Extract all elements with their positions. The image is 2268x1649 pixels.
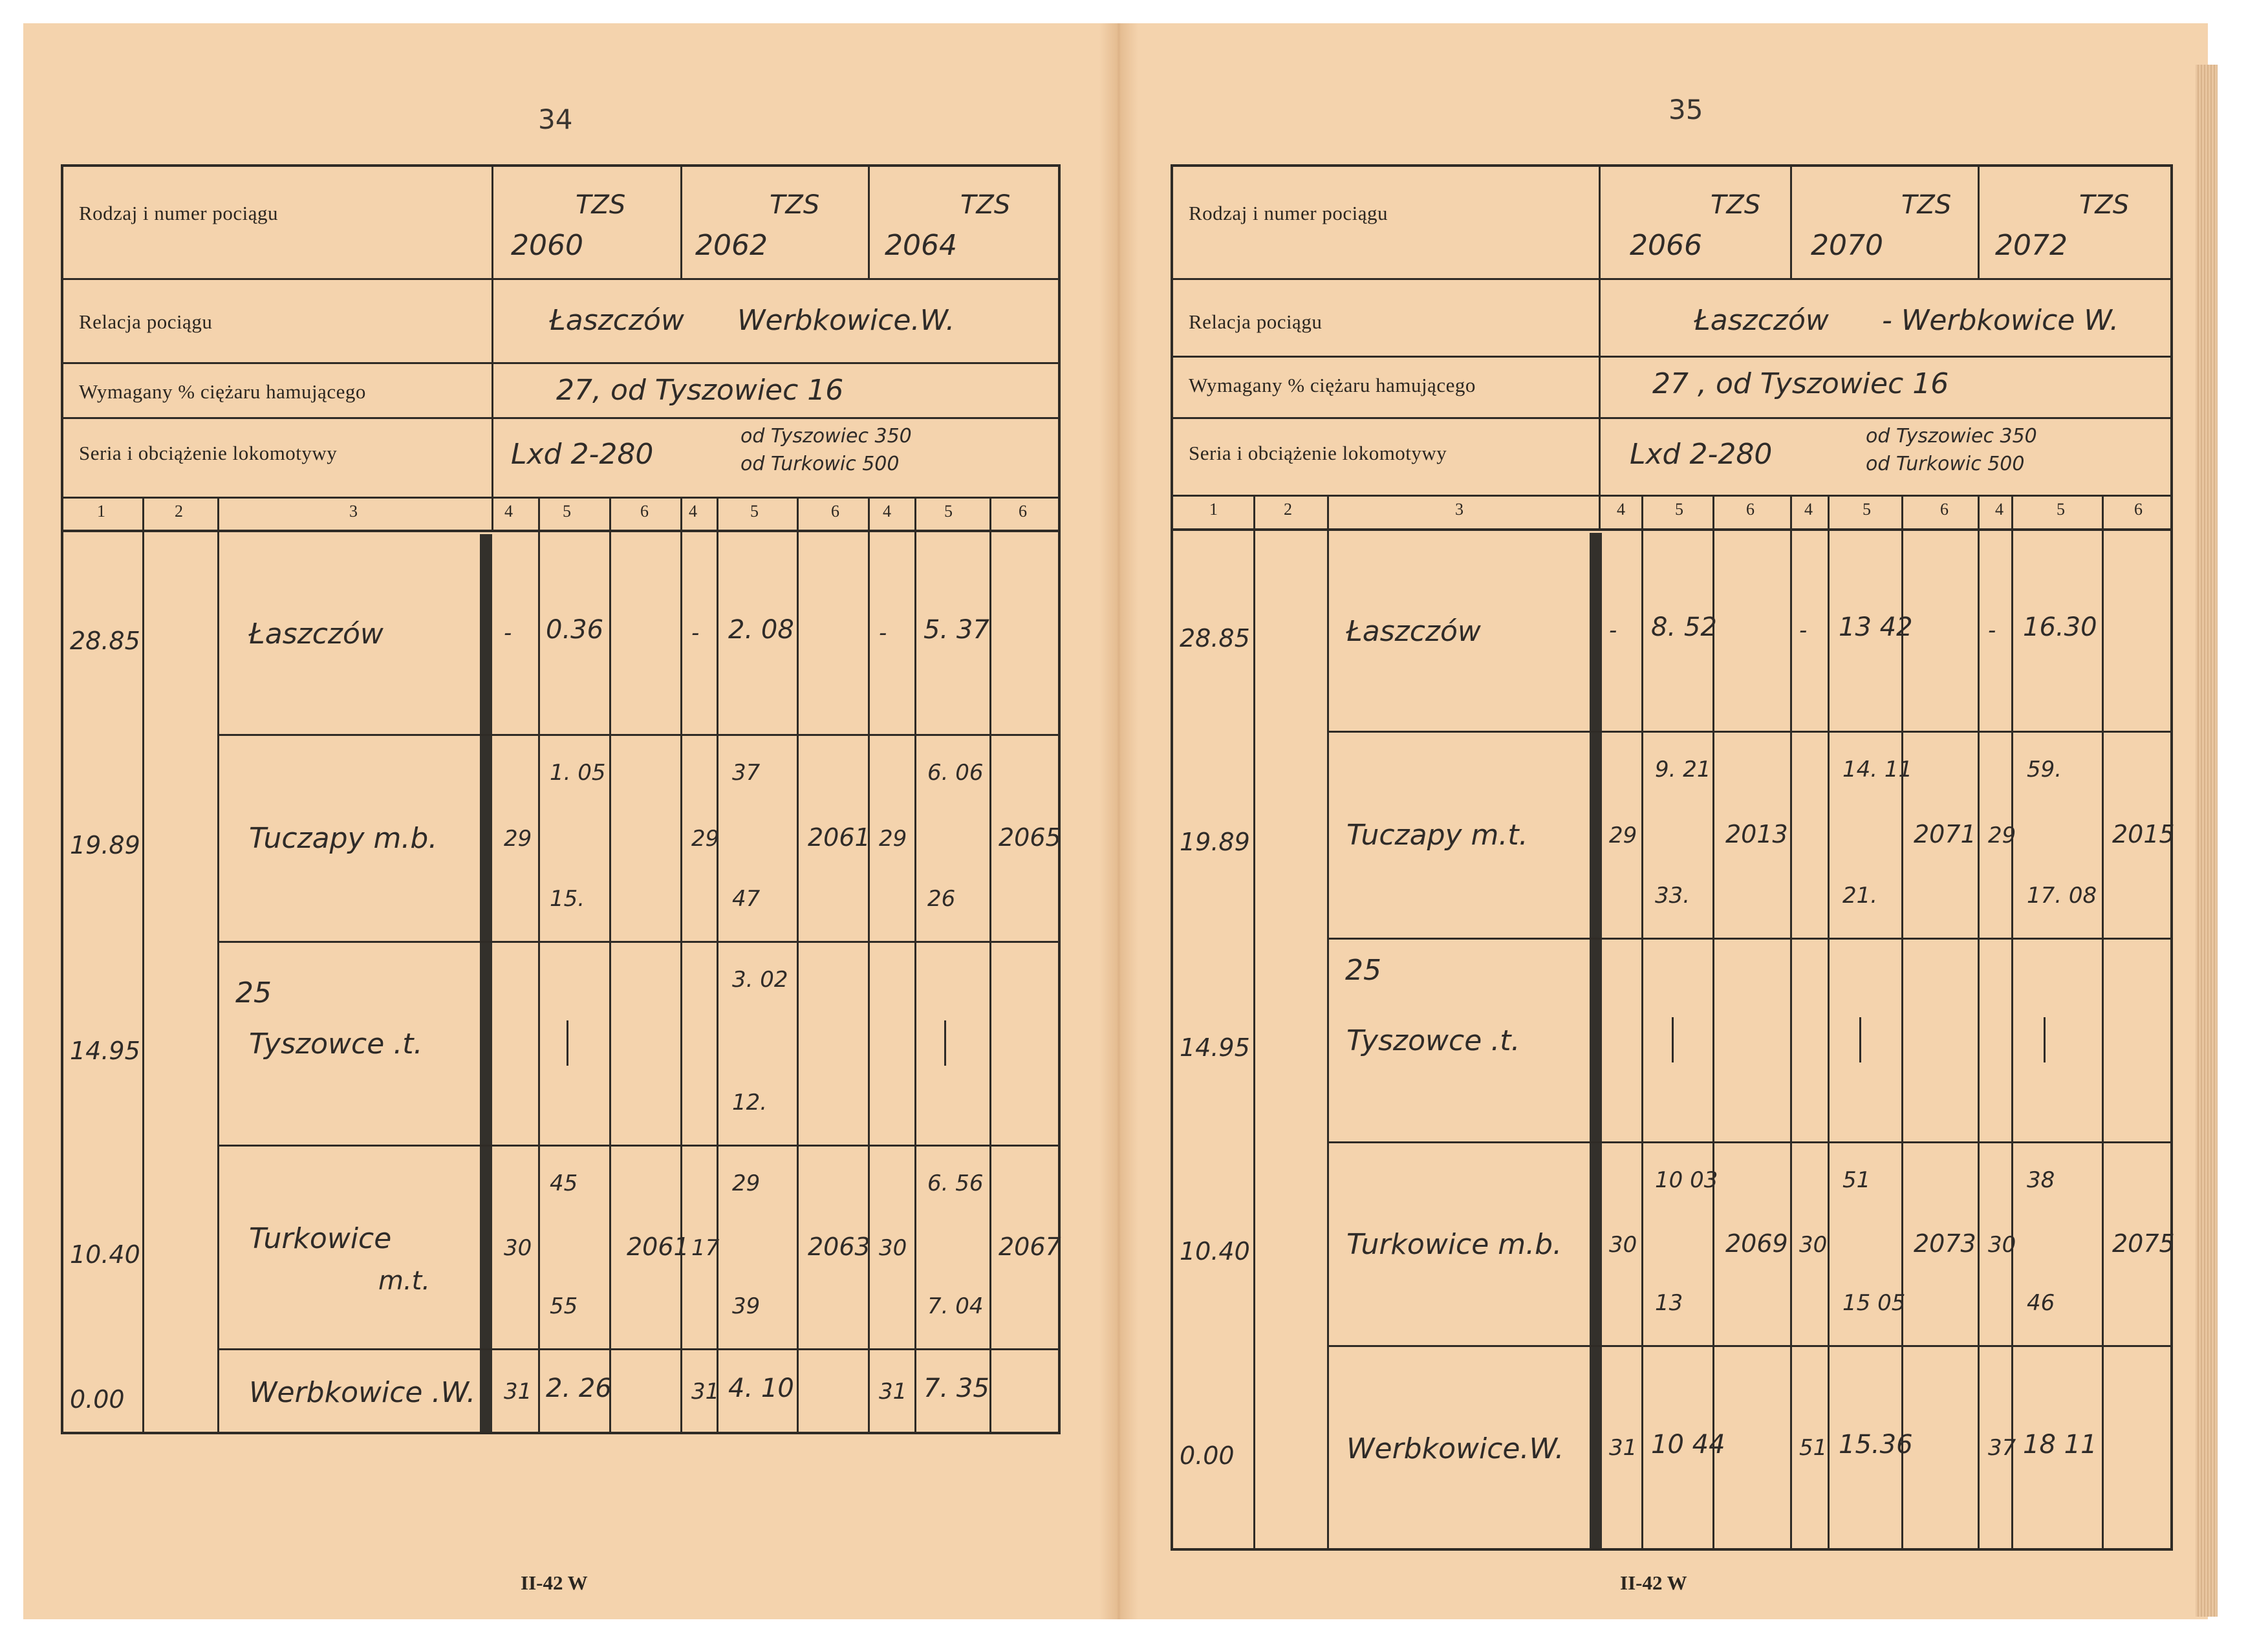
departure-time: 10 44 bbox=[1651, 1430, 1725, 1460]
crossing-train: 2073 bbox=[1914, 1229, 1976, 1258]
column-divider-9 bbox=[1978, 495, 1980, 1551]
page-number: 34 bbox=[538, 103, 573, 135]
departure-time: 33. bbox=[1655, 883, 1690, 909]
arrival-time: 6. 56 bbox=[927, 1170, 984, 1196]
pass-through-mark bbox=[1859, 1017, 1861, 1062]
column-number: 6 bbox=[640, 502, 649, 521]
column-divider-5 bbox=[609, 497, 611, 1434]
departure-time: 46 bbox=[2027, 1290, 2055, 1316]
speed-cell: 51 bbox=[1799, 1435, 1828, 1461]
column-number: 3 bbox=[349, 502, 358, 521]
station-name: Łaszczów bbox=[249, 617, 383, 651]
column-divider-4 bbox=[538, 497, 540, 1434]
column-number: 5 bbox=[563, 502, 571, 521]
speed-cell: 30 bbox=[1988, 1231, 2016, 1258]
column-number: 4 bbox=[1804, 500, 1813, 519]
header-rule-4 bbox=[61, 497, 1061, 499]
crossing-train: 2063 bbox=[808, 1232, 870, 1261]
pass-through-mark bbox=[1672, 1017, 1674, 1062]
page-number: 35 bbox=[1669, 94, 1703, 125]
departure-time: 55 bbox=[550, 1293, 578, 1319]
loco-label: Seria i obciążenie lokomotywy bbox=[79, 442, 338, 464]
column-divider-6 bbox=[1790, 495, 1792, 1551]
departure-time: 7. 35 bbox=[923, 1373, 989, 1403]
departure-time: 17. 08 bbox=[2027, 883, 2097, 909]
column-number: 1 bbox=[1209, 500, 1218, 519]
speed-value: 25 bbox=[1345, 954, 1381, 987]
km-value: 19.89 bbox=[1180, 828, 1250, 856]
thick-rule bbox=[480, 534, 492, 1432]
departure-time: 15.36 bbox=[1839, 1430, 1913, 1460]
column-number: 3 bbox=[1455, 500, 1463, 519]
station-name: Tuczapy m.b. bbox=[249, 822, 438, 855]
departure-time: 7. 04 bbox=[927, 1293, 984, 1319]
speed-cell: 29 bbox=[879, 826, 907, 852]
column-divider-10 bbox=[2011, 495, 2013, 1551]
column-number: 5 bbox=[2057, 500, 2065, 519]
column-number: 6 bbox=[1019, 502, 1027, 521]
station-name: Tuczapy m.t. bbox=[1346, 819, 1528, 852]
loco-label: Seria i obciążenie lokomotywy bbox=[1189, 442, 1447, 464]
km-value: 19.89 bbox=[70, 831, 140, 859]
crossing-train: 2061 bbox=[808, 823, 870, 852]
speed-value: 25 bbox=[235, 976, 272, 1009]
loco-value: Lxd 2-280 bbox=[1630, 438, 1773, 471]
train-type: TZS bbox=[2079, 190, 2130, 220]
speed-cell: 30 bbox=[1609, 1231, 1637, 1258]
column-divider-3 bbox=[1599, 495, 1601, 530]
row-rule bbox=[1327, 938, 2173, 940]
train-type: TZS bbox=[1901, 190, 1952, 220]
column-divider-10 bbox=[914, 497, 916, 1434]
speed-cell: - bbox=[879, 620, 887, 646]
loco-value: Lxd 2-280 bbox=[511, 438, 654, 471]
departure-time: 2. 08 bbox=[728, 614, 794, 645]
crossing-train: 2067 bbox=[999, 1232, 1061, 1261]
departure-time: 5. 37 bbox=[923, 614, 989, 645]
station-name: Tyszowce .t. bbox=[249, 1027, 423, 1061]
crossing-train: 2065 bbox=[999, 823, 1061, 852]
train-number: 2062 bbox=[695, 229, 768, 262]
km-value: 14.95 bbox=[70, 1036, 140, 1065]
speed-cell: 29 bbox=[1988, 823, 2016, 848]
train-divider-2 bbox=[1978, 164, 1980, 278]
arrival-time: 1. 05 bbox=[550, 760, 606, 786]
arrival-time: 29 bbox=[732, 1170, 761, 1196]
row-rule bbox=[1327, 1345, 2173, 1347]
station-name: Turkowice m.b. bbox=[1346, 1227, 1562, 1261]
pass-through-mark bbox=[2044, 1017, 2046, 1062]
column-divider-11 bbox=[2102, 495, 2104, 1551]
header-rule-2 bbox=[1171, 356, 2173, 358]
station-name: Turkowice bbox=[249, 1222, 392, 1255]
speed-cell: 17 bbox=[691, 1234, 720, 1261]
departure-time: 2. 26 bbox=[546, 1373, 612, 1403]
arrival-time: 38 bbox=[2027, 1167, 2055, 1193]
train-type: TZS bbox=[576, 190, 626, 220]
departure-time: 4. 10 bbox=[728, 1373, 794, 1403]
column-divider-3 bbox=[491, 497, 493, 532]
column-divider-1 bbox=[1253, 495, 1255, 1551]
column-divider-4 bbox=[1641, 495, 1643, 1551]
speed-cell: - bbox=[504, 620, 512, 646]
speed-cell: 31 bbox=[504, 1378, 532, 1405]
relation-label: Relacja pociągu bbox=[1189, 310, 1323, 333]
speed-cell: 30 bbox=[504, 1234, 532, 1261]
column-number: 6 bbox=[1746, 500, 1755, 519]
header-rule-1 bbox=[1171, 278, 2173, 280]
header-label-divider bbox=[491, 164, 493, 497]
arrival-time: 3. 02 bbox=[732, 967, 788, 993]
column-number: 5 bbox=[750, 502, 759, 521]
crossing-train: 2075 bbox=[2112, 1229, 2175, 1258]
timetable-frame bbox=[61, 164, 1061, 1434]
speed-cell: 29 bbox=[504, 826, 532, 852]
loco-note: od Tyszowiec 350 bbox=[740, 425, 912, 447]
departure-time: 13 bbox=[1655, 1290, 1683, 1316]
arrival-time: 59. bbox=[2027, 757, 2062, 782]
speed-cell: 37 bbox=[1988, 1435, 2016, 1461]
header-rule-1 bbox=[61, 278, 1061, 280]
header-rule-3 bbox=[1171, 417, 2173, 419]
loco-note: od Tyszowiec 350 bbox=[1866, 425, 2037, 447]
train-number: 2072 bbox=[1995, 229, 2068, 262]
speed-cell: 31 bbox=[691, 1378, 720, 1405]
station-name-line2: m.t. bbox=[378, 1266, 431, 1296]
relation-from: Łaszczów bbox=[550, 304, 684, 337]
departure-time: 16.30 bbox=[2023, 612, 2097, 642]
speed-cell: - bbox=[1988, 618, 1996, 643]
header-rule-4 bbox=[1171, 495, 2173, 497]
departure-time: 15 05 bbox=[1842, 1290, 1906, 1316]
speed-cell: - bbox=[1609, 618, 1617, 643]
speed-cell: 31 bbox=[1609, 1435, 1637, 1461]
train-divider-2 bbox=[868, 164, 870, 278]
relation-to: - Werbkowice W. bbox=[1882, 304, 2119, 337]
arrival-time: 9. 21 bbox=[1655, 757, 1711, 782]
column-number: 4 bbox=[1995, 500, 2003, 519]
departure-time: 47 bbox=[732, 886, 761, 912]
speed-cell: 30 bbox=[879, 1234, 907, 1261]
page-footer: II-42 W bbox=[1620, 1571, 1687, 1594]
column-divider-2 bbox=[217, 497, 219, 1434]
book-spine bbox=[1099, 23, 1138, 1619]
column-number: 1 bbox=[97, 502, 105, 521]
thick-rule bbox=[1590, 533, 1602, 1548]
column-number: 6 bbox=[2134, 500, 2143, 519]
header-label-divider bbox=[1599, 164, 1601, 495]
arrival-time: 51 bbox=[1842, 1167, 1871, 1193]
header-rule-2 bbox=[61, 362, 1061, 364]
km-value: 28.85 bbox=[1180, 624, 1250, 652]
column-number: 5 bbox=[1675, 500, 1683, 519]
station-name: Werbkowice.W. bbox=[1346, 1432, 1564, 1465]
column-number: 5 bbox=[944, 502, 953, 521]
column-divider-7 bbox=[1828, 495, 1830, 1551]
km-value: 14.95 bbox=[1180, 1033, 1250, 1062]
brake-value: 27 , od Tyszowiec 16 bbox=[1652, 367, 1949, 400]
train-number: 2070 bbox=[1811, 229, 1883, 262]
train-label: Rodzaj i numer pociągu bbox=[79, 202, 278, 224]
page-edges bbox=[2196, 65, 2218, 1617]
departure-time: 39 bbox=[732, 1293, 761, 1319]
departure-time: 8. 52 bbox=[1651, 612, 1717, 642]
crossing-train: 2069 bbox=[1725, 1229, 1788, 1258]
loco-note: od Turkowic 500 bbox=[740, 453, 900, 475]
km-value: 10.40 bbox=[70, 1240, 140, 1269]
column-number: 2 bbox=[1284, 500, 1292, 519]
row-rule bbox=[1327, 1141, 2173, 1143]
departure-time: 0.36 bbox=[546, 614, 604, 645]
pass-through-mark bbox=[944, 1020, 946, 1066]
km-value: 28.85 bbox=[70, 626, 140, 655]
departure-time: 15. bbox=[550, 886, 585, 912]
train-divider-1 bbox=[1790, 164, 1792, 278]
train-divider-1 bbox=[680, 164, 682, 278]
crossing-train: 2071 bbox=[1914, 820, 1976, 848]
column-number-rule bbox=[61, 530, 1061, 532]
row-rule bbox=[217, 734, 1061, 736]
column-number: 6 bbox=[1940, 500, 1949, 519]
row-rule bbox=[217, 1348, 1061, 1350]
column-number: 2 bbox=[175, 502, 183, 521]
departure-time: 13 42 bbox=[1839, 612, 1913, 642]
train-number: 2060 bbox=[511, 229, 583, 262]
brake-value: 27, od Tyszowiec 16 bbox=[556, 374, 844, 407]
departure-time: 21. bbox=[1842, 883, 1878, 909]
relation-to: Werbkowice.W. bbox=[737, 304, 955, 337]
train-number: 2066 bbox=[1630, 229, 1702, 262]
crossing-train: 2015 bbox=[2112, 820, 2175, 848]
departure-time: 26 bbox=[927, 886, 956, 912]
train-type: TZS bbox=[960, 190, 1011, 220]
speed-cell: - bbox=[1799, 618, 1808, 643]
column-number: 5 bbox=[1863, 500, 1871, 519]
train-type: TZS bbox=[770, 190, 820, 220]
station-name: Łaszczów bbox=[1346, 615, 1481, 648]
station-name: Werbkowice .W. bbox=[249, 1375, 476, 1409]
header-rule-3 bbox=[61, 417, 1061, 419]
train-label: Rodzaj i numer pociągu bbox=[1189, 202, 1388, 224]
speed-cell: 30 bbox=[1799, 1231, 1828, 1258]
row-rule bbox=[217, 1145, 1061, 1147]
column-number: 4 bbox=[883, 502, 891, 521]
station-name: Tyszowce .t. bbox=[1346, 1024, 1520, 1057]
km-value: 0.00 bbox=[1180, 1441, 1235, 1470]
departure-time: 12. bbox=[732, 1090, 768, 1116]
column-divider-8 bbox=[797, 497, 799, 1434]
arrival-time: 14. 11 bbox=[1842, 757, 1913, 782]
row-rule bbox=[1327, 731, 2173, 733]
arrival-time: 37 bbox=[732, 760, 761, 786]
km-value: 0.00 bbox=[70, 1385, 125, 1414]
pass-through-mark bbox=[567, 1020, 568, 1066]
arrival-time: 10 03 bbox=[1655, 1167, 1718, 1193]
relation-from: Łaszczów bbox=[1694, 304, 1829, 337]
column-number: 6 bbox=[831, 502, 839, 521]
column-number: 4 bbox=[504, 502, 513, 521]
crossing-train: 2061 bbox=[627, 1232, 689, 1261]
page-footer: II-42 W bbox=[521, 1571, 588, 1594]
column-divider-7 bbox=[717, 497, 718, 1434]
km-value: 10.40 bbox=[1180, 1236, 1250, 1266]
column-divider-5 bbox=[1712, 495, 1714, 1551]
departure-time: 18 11 bbox=[2023, 1430, 2097, 1460]
loco-note: od Turkowic 500 bbox=[1866, 453, 2025, 475]
speed-cell: 31 bbox=[879, 1378, 907, 1405]
column-number: 4 bbox=[1617, 500, 1625, 519]
column-number-rule bbox=[1171, 528, 2173, 531]
row-rule bbox=[217, 941, 1061, 943]
train-number: 2064 bbox=[885, 229, 957, 262]
speed-cell: 29 bbox=[691, 826, 720, 852]
column-divider-11 bbox=[989, 497, 991, 1434]
brake-label: Wymagany % ciężaru hamującego bbox=[79, 380, 366, 403]
column-divider-1 bbox=[142, 497, 144, 1434]
column-divider-8 bbox=[1901, 495, 1903, 1551]
speed-cell: - bbox=[691, 620, 700, 646]
brake-label: Wymagany % ciężaru hamującego bbox=[1189, 374, 1476, 396]
column-divider-9 bbox=[868, 497, 870, 1434]
relation-label: Relacja pociągu bbox=[79, 310, 213, 333]
speed-cell: 29 bbox=[1609, 823, 1637, 848]
arrival-time: 6. 06 bbox=[927, 760, 984, 786]
column-divider-6 bbox=[680, 497, 682, 1434]
arrival-time: 45 bbox=[550, 1170, 578, 1196]
crossing-train: 2013 bbox=[1725, 820, 1788, 848]
column-number: 4 bbox=[689, 502, 697, 521]
column-divider-2 bbox=[1327, 495, 1329, 1551]
train-type: TZS bbox=[1711, 190, 1761, 220]
